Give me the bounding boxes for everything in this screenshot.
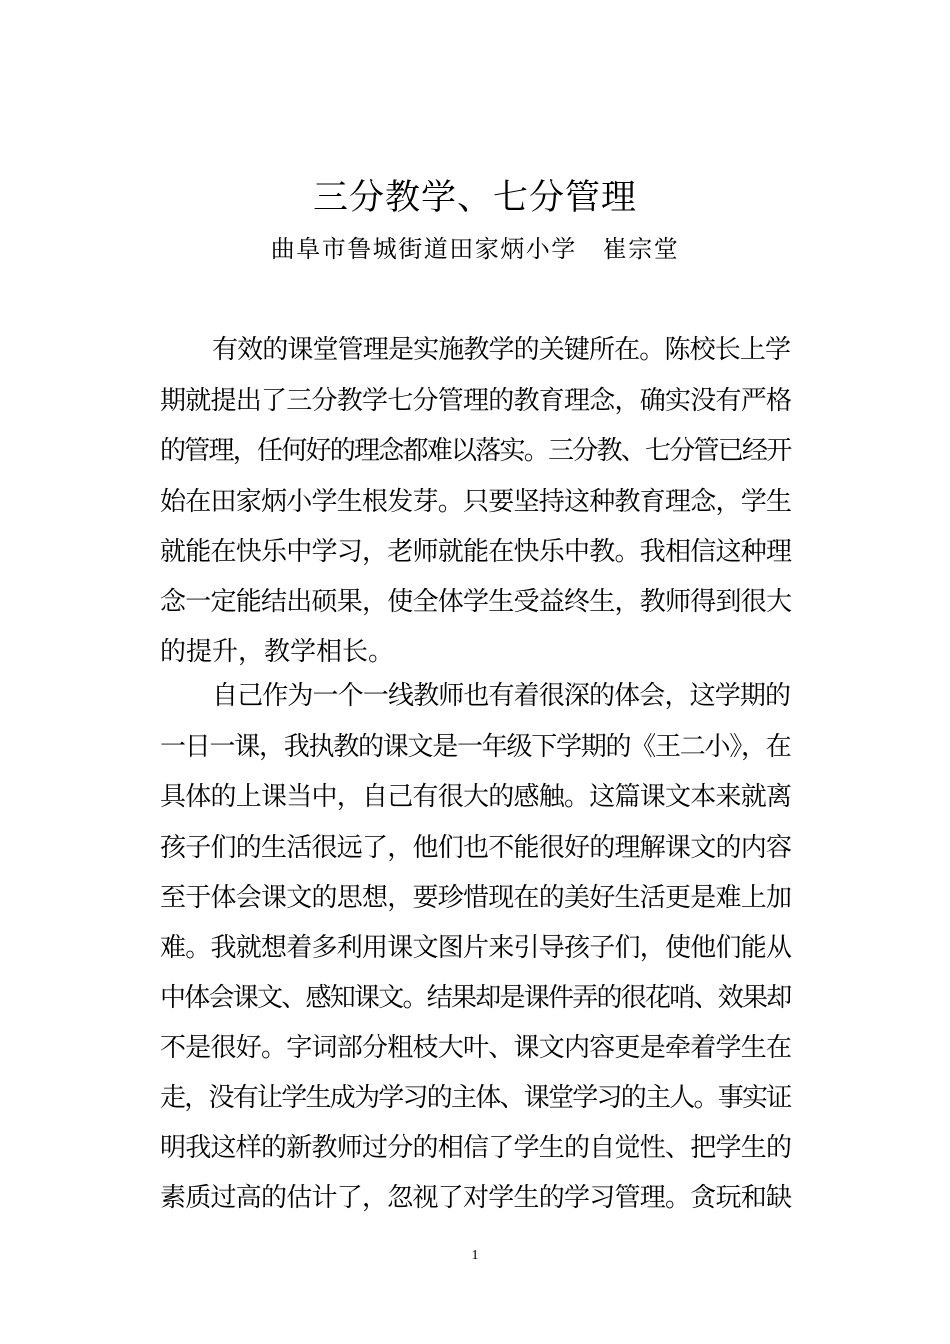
paragraph-2-line-7: 中体会课文、感知课文。结果却是课件弄的很花哨、效果却 [160, 983, 791, 1013]
paragraph-1-line-7: 的提升，教学相长。 [160, 637, 395, 667]
paragraph-1-line-1: 有效的课堂管理是实施教学的关键所在。陈校长上学 [212, 335, 790, 365]
byline-author: 崔宗堂 [602, 235, 680, 263]
document-byline [0, 229, 950, 269]
paragraph-2-line-4: 孩子们的生活很远了，他们也不能很好的理解课文的内容 [160, 833, 792, 863]
document-title: 三分教学、七分管理 [312, 178, 637, 218]
page-number: 1 [471, 1248, 479, 1263]
byline-school: 曲阜市鲁城街道田家炳小学 [270, 235, 577, 263]
paragraph-1-line-5: 就能在快乐中学习，老师就能在快乐中教。我相信这种理 [160, 537, 792, 567]
paragraph-2-line-3: 具体的上课当中，自己有很大的感触。这篇课文本来就离 [160, 782, 792, 812]
paragraph-2-line-11: 素质过高的估计了，忽视了对学生的学习管理。贪玩和缺 [160, 1183, 792, 1213]
paragraph-1-line-4: 始在田家炳小学生根发芽。只要坚持这种教育理念，学生 [160, 487, 792, 517]
paragraph-2-line-9: 走，没有让学生成为学习的主体、课堂学习的主人。事实证 [160, 1083, 791, 1113]
paragraph-2-line-6: 难。我就想着多利用课文图片来引导孩子们，使他们能从 [160, 933, 792, 963]
paragraph-1-line-2: 期就提出了三分教学七分管理的教育理念，确实没有严格 [160, 386, 792, 416]
paragraph-1-line-6: 念一定能结出硕果，使全体学生受益终生，教师得到很大 [160, 587, 792, 617]
paragraph-2-line-10: 明我这样的新教师过分的相信了学生的自觉性、把学生的 [160, 1133, 792, 1163]
paragraph-2-line-1: 自己作为一个一线教师也有着很深的体会，这学期的 [212, 681, 790, 711]
paragraph-2-line-8: 不是很好。字词部分粗枝大叶、课文内容更是牵着学生在 [160, 1033, 792, 1063]
paragraph-1-line-3: 的管理，任何好的理念都难以落实。三分教、七分管已经开 [160, 436, 791, 466]
paragraph-2-line-2: 一日一课，我执教的课文是一年级下学期的《王二小》，在 [160, 732, 791, 762]
paragraph-2-line-5: 至于体会课文的思想，要珍惜现在的美好生活更是难上加 [160, 883, 792, 913]
